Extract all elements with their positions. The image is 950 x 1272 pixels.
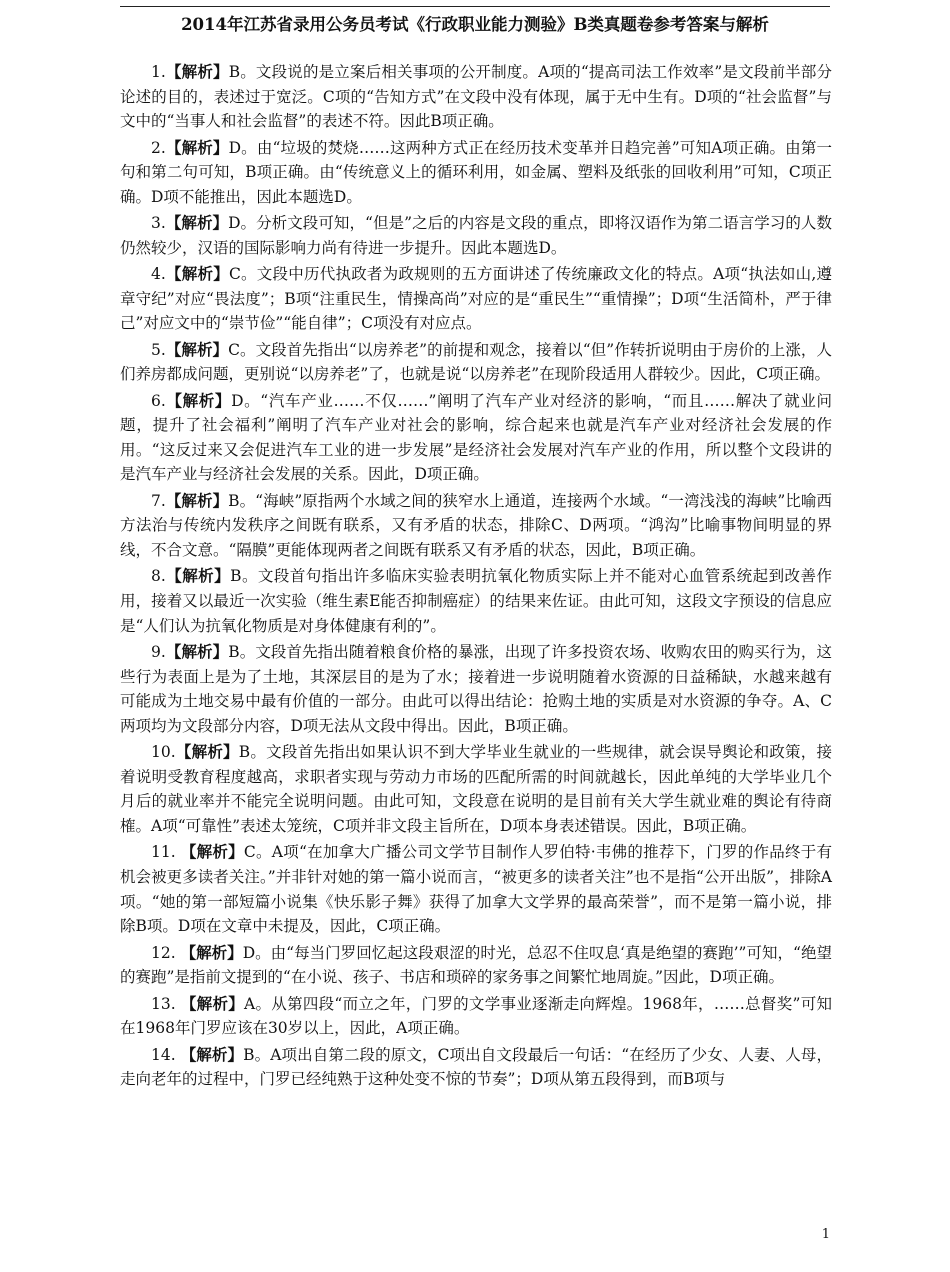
item-number: 9. <box>151 643 166 662</box>
item-number: 7. <box>151 491 166 510</box>
answer-item <box>120 211 832 260</box>
analysis-tag: 【解析】 <box>165 264 229 284</box>
item-text: C。文段首先指出“以房养老”的前提和观念，接着以“但”作转折说明由于房价的上涨，人们养房都成问题，更别说“以房养老”了，也就是说“以房养老”在现阶段适用人群较少。因此，C项正确。 <box>120 340 832 384</box>
answer-item <box>120 740 832 838</box>
item-number: 11. <box>151 843 176 862</box>
item-number: 1. <box>151 63 166 81</box>
item-number: 6. <box>151 391 166 410</box>
page-number: 1 <box>821 1227 830 1242</box>
item-text: D。由“每当门罗回忆起这段艰涩的时光，总忍不住叹息‘真是绝望的赛跑’”可知，“绝望的赛跑”是指前文提到的“在小说、孩子、书店和琐碎的家务事之间繁忙地周旋。”因此，D项正确。 <box>120 943 832 987</box>
answer-item <box>120 640 832 738</box>
item-number: 8. <box>151 567 166 586</box>
item-text: B。文段首先指出如果认识不到大学毕业生就业的一些规律，就会误导舆论和政策，接着说明受教育程度越高，求职者实现与劳动力市场的匹配所需的时间就越长，因此单纯的大学毕业几个月后的就业率并不能完全说明问题。由此可知，文段意在说明的是目前有关大学生就业难的舆论有待商榷。A项“可靠性”表述太笼统，C项并非文段主旨所在，D项本身表述错误。因此，B项正确。 <box>120 743 832 835</box>
analysis-tag: 【解析】 <box>175 742 239 762</box>
answer-item <box>120 564 832 638</box>
analysis-tag: 【解析】 <box>165 390 232 410</box>
item-text: D。分析文段可知，“但是”之后的内容是文段的重点，即将汉语作为第二语言学习的人数仍然较少，汉语的国际影响力尚有待进一步提升。因此本题选D。 <box>120 214 832 257</box>
analysis-tag: 【解析】 <box>165 62 229 81</box>
analysis-tag: 【解析】 <box>180 993 245 1013</box>
answer-item <box>120 489 832 563</box>
item-text: D。“汽车产业……不仅……”阐明了汽车产业对经济的影响，“而且……解决了就业问题，提升了社会福利”阐明了汽车产业对社会的影响，综合起来也就是汽车产业对经济社会发展的作用。“这反过来又会促进汽车工业的进一步发展”是经济社会发展对汽车产业的作用，所以整个文段讲的是汽车产业与经济社会发展的关系。因此，D项正确。 <box>120 391 832 484</box>
answer-item <box>120 1043 832 1092</box>
item-text: B。文段首先指出随着粮食价格的暴涨，出现了许多投资农场、收购农田的购买行为，这些行为表面上是为了土地，其深层目的是为了水；接着进一步说明随着水资源的日益稀缺，水越来越有可能成为土地交易中最有价值的一部分。由此可以得出结论：抢购土地的实质是对水资源的争夺。A、C两项均为文段部分内容，D项无法从文段中得出。因此，B项正确。 <box>120 643 832 735</box>
answer-item <box>120 338 832 387</box>
answer-item <box>120 992 832 1041</box>
page-title: 2014年江苏省录用公务员考试《行政职业能力测验》B类真题卷参考答案与解析 <box>181 15 769 34</box>
analysis-tag: 【解析】 <box>165 213 229 233</box>
answer-list <box>120 60 832 1094</box>
item-number: 12. <box>151 943 176 962</box>
item-text: C。文段中历代执政者为政规则的五方面讲述了传统廉政文化的特点。A项“执法如山,遵章守纪”对应“畏法度”；B项“注重民生，情操高尚”对应的是“重民生”“重情操”；D项“生活简朴，严于律己”对应文中的“崇节俭”“能自律”；C项没有对应点。 <box>120 265 832 333</box>
item-number: 4. <box>151 265 166 284</box>
item-number: 14. <box>151 1045 176 1064</box>
item-number: 13. <box>151 994 176 1013</box>
analysis-tag: 【解析】 <box>180 1044 244 1064</box>
answer-item <box>120 941 832 990</box>
analysis-tag: 【解析】 <box>180 942 243 962</box>
analysis-tag: 【解析】 <box>180 842 244 862</box>
header-rule <box>120 6 830 7</box>
item-number: 3. <box>151 214 166 233</box>
analysis-tag: 【解析】 <box>165 566 231 586</box>
answer-item <box>120 840 832 938</box>
item-text: A。从第四段“而立之年，门罗的文学事业逐渐走向辉煌。1968年，……总督奖”可知在1968年门罗应该在30岁以上，因此，A项正确。 <box>120 994 832 1038</box>
item-text: B。文段首句指出许多临床实验表明抗氧化物质实际上并不能对心血管系统起到改善作用，接着又以最近一次实验（维生素E能否抑制癌症）的结果来佐证。由此可知，这段文字预设的信息应是“人们认为抗氧化物质是对身体健康有利的”。 <box>120 567 832 635</box>
answer-item <box>120 136 832 210</box>
analysis-tag: 【解析】 <box>165 642 229 662</box>
item-number: 5. <box>151 340 166 359</box>
answer-item <box>120 262 832 336</box>
item-text: B。A项出自第二段的原文，C项出自文段最后一句话：“在经历了少女、人妻、人母，走向老年的过程中，门罗已经纯熟于这种处变不惊的节奏”；D项从第五段得到，而B项与 <box>120 1045 832 1089</box>
analysis-tag: 【解析】 <box>165 490 229 510</box>
item-text: B。“海峡”原指两个水域之间的狭窄水上通道，连接两个水域。“一湾浅浅的海峡”比喻西方法治与传统内发秩序之间既有联系，又有矛盾的状态，排除C、D两项。“鸿沟”比喻事物间明显的界线，不合文意。“隔膜”更能体现两者之间既有联系又有矛盾的状态，因此，B项正确。 <box>120 491 832 560</box>
analysis-tag: 【解析】 <box>165 137 229 157</box>
item-number: 2. <box>151 138 166 157</box>
analysis-tag: 【解析】 <box>165 339 229 359</box>
answer-item <box>120 389 832 487</box>
item-text: B。文段说的是立案后相关事项的公开制度。A项的“提高司法工作效率”是文段前半部分论述的目的，表述过于宽泛。C项的“告知方式”在文段中没有体现，属于无中生有。D项的“社会监督”与文中的“当事人和社会监督”的表述不符。因此B项正确。 <box>120 63 832 131</box>
item-text: D。由“垃圾的焚烧……这两种方式正在经历技术变革并日趋完善”可知A项正确。由第一句和第二句可知，B项正确。由“传统意义上的循环利用，如金属、塑料及纸张的回收利用”可知，C项正确。D项不能推出，因此本题选D。 <box>120 138 832 206</box>
answer-item <box>120 60 832 134</box>
item-number: 10. <box>151 743 176 762</box>
item-text: C。A项“在加拿大广播公司文学节目制作人罗伯特·韦佛的推荐下，门罗的作品终于有机会被更多读者关注。”并非针对她的第一篇小说而言，“被更多的读者关注”也不是指“公开出版”，排除A项。“她的第一部短篇小说集《快乐影子舞》获得了加拿大文学界的最高荣誉”，而不是第一篇小说，排除B项。D项在文章中未提及，因此，C项正确。 <box>120 843 832 936</box>
